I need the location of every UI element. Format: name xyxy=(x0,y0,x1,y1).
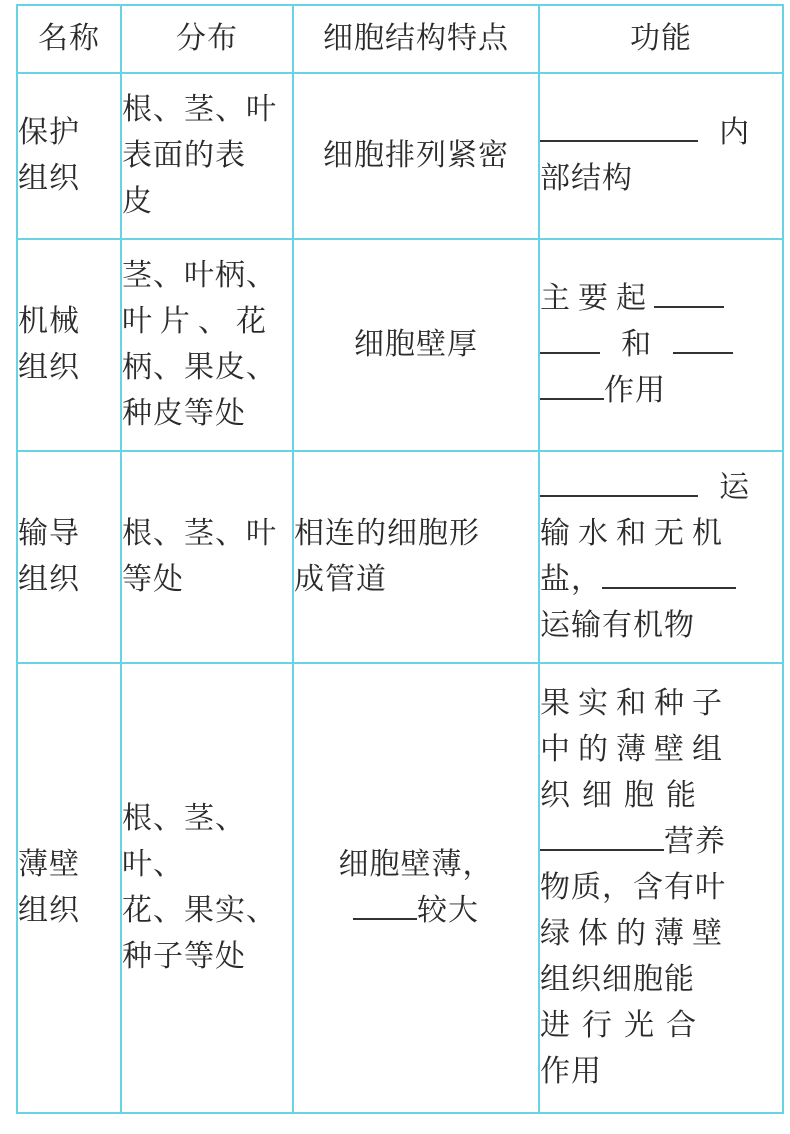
tissue-distribution: 根、茎、叶 等处 xyxy=(121,451,293,663)
answer-blank[interactable] xyxy=(654,280,724,308)
tissue-feature: 相连的细胞形 成管道 xyxy=(293,451,539,663)
table-row xyxy=(17,663,783,1113)
tissue-name: 薄壁 组织 xyxy=(17,663,121,1113)
answer-blank[interactable] xyxy=(602,561,736,589)
header-row xyxy=(17,5,783,73)
tissue-function: 主要起 和 作用 xyxy=(539,239,783,451)
tissue-distribution: 茎、叶柄、 叶片、花 柄、果皮、 种皮等处 xyxy=(121,239,293,451)
table-row xyxy=(17,451,783,663)
table-row xyxy=(17,73,783,239)
tissue-name: 保护 组织 xyxy=(17,73,121,239)
answer-blank[interactable] xyxy=(673,326,733,354)
answer-blank[interactable] xyxy=(540,823,664,851)
table-row xyxy=(17,239,783,451)
answer-blank[interactable] xyxy=(540,114,698,142)
tissue-name: 输导 组织 xyxy=(17,451,121,663)
tissue-feature: 细胞壁厚 xyxy=(293,239,539,451)
tissue-distribution: 根、茎、叶 表面的表 皮 xyxy=(121,73,293,239)
tissue-feature: 细胞壁薄， 较大 xyxy=(293,663,539,1113)
answer-blank[interactable] xyxy=(540,372,604,400)
answer-blank[interactable] xyxy=(353,892,417,920)
header-distribution: 分布 xyxy=(121,5,293,73)
tissue-distribution: 根、茎、叶、 花、果实、 种子等处 xyxy=(121,663,293,1113)
tissue-table xyxy=(16,4,784,1114)
tissue-name: 机械 组织 xyxy=(17,239,121,451)
tissue-function: 内 部结构 xyxy=(539,73,783,239)
header-feature: 细胞结构特点 xyxy=(293,5,539,73)
header-function: 功能 xyxy=(539,5,783,73)
tissue-function: 果实和种子 中的薄壁组 织细胞能 营养 物质，含有叶 绿体的薄壁 组织细胞能 进行光合 作用 xyxy=(539,663,783,1113)
answer-blank[interactable] xyxy=(540,469,698,497)
answer-blank[interactable] xyxy=(540,326,600,354)
tissue-function: 运 输水和无机 盐， 运输有机物 xyxy=(539,451,783,663)
header-name: 名称 xyxy=(17,5,121,73)
tissue-feature: 细胞排列紧密 xyxy=(293,73,539,239)
